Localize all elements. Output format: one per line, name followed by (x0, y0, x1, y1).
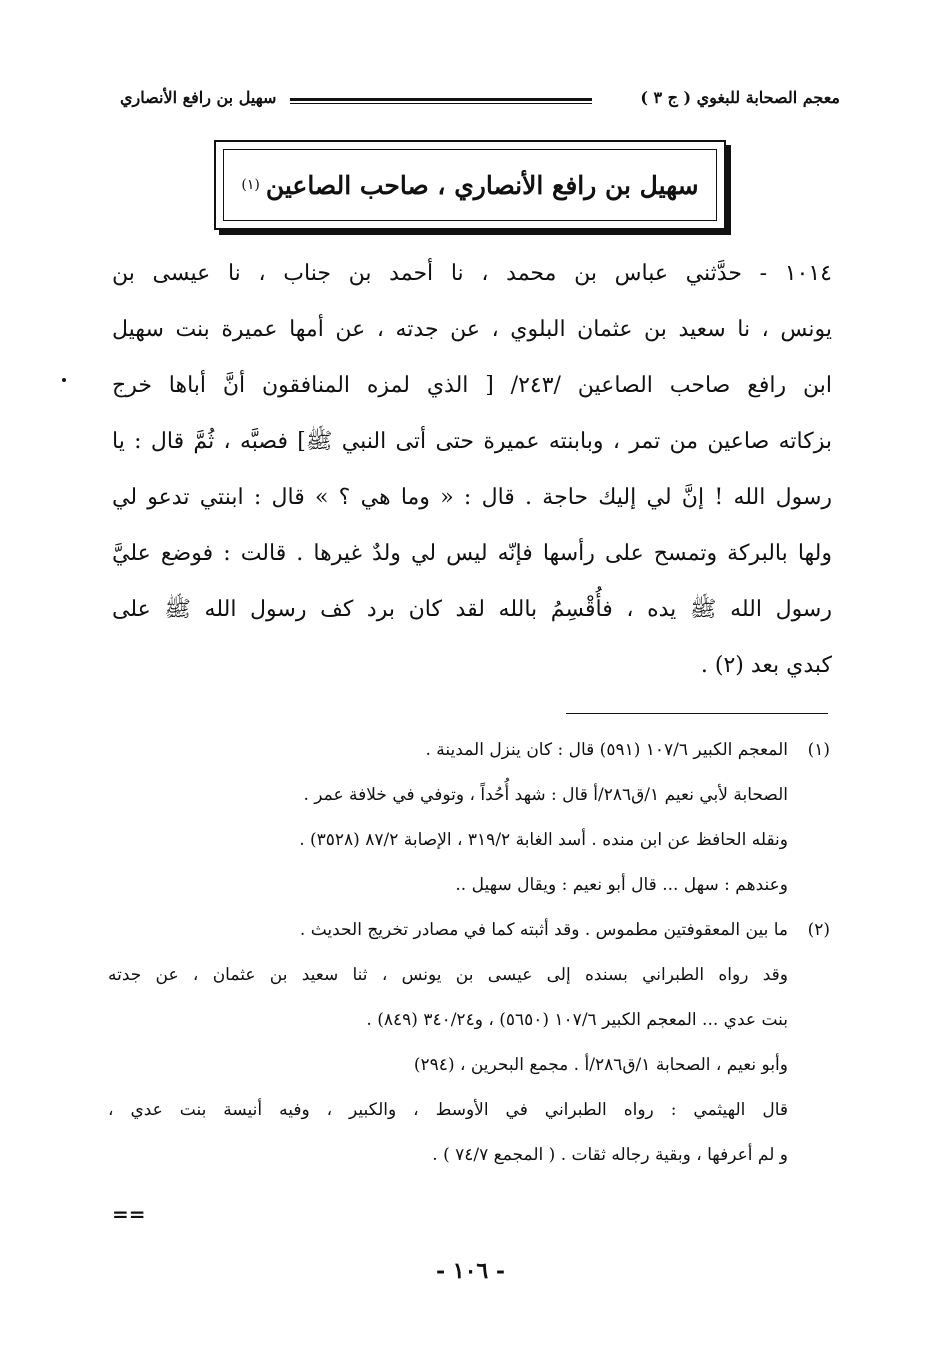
footnote-number: (١) (807, 740, 830, 760)
text-line: كبدي بعد (٢) . (700, 653, 832, 678)
footnote-line: وعندهم : سهل ... قال أبو نعيم : ويقال سهيل .. (455, 875, 788, 895)
title-footnote-ref: (١) (241, 177, 260, 193)
footnote-text: ما بين المعقوفتين مطموس . وقد أثبته كما في مصادر تخريج الحديث . (299, 920, 788, 940)
footnote-number: (٢) (807, 920, 830, 940)
page-number: - ١٠٦ - (435, 1258, 506, 1284)
header-subject: سهيل بن رافع الأنصاري (120, 88, 277, 107)
footnote-line: وقد رواه الطبراني بسنده إلى عيسى بن يونس ، ثنا سعيد بن عثمان ، عن جدته (108, 965, 788, 985)
footnote-line (108, 728, 830, 773)
footnote-line: ونقله الحافظ عن ابن منده . أسد الغابة ٣١٩/٢ ، الإصابة ٨٧/٢ (٣٥٢٨) . (299, 830, 788, 850)
footnote-line: بنت عدي ... المعجم الكبير ١٠٧/٦ (٥٦٥٠) ، و٣٤٠/٢٤ (٨٤٩) . (366, 1010, 788, 1030)
margin-dot (62, 378, 66, 382)
footnote-line: قال الهيثمي : رواه الطبراني في الأوسط ، والكبير ، وفيه أنيسة بنت عدي ، (108, 1100, 788, 1120)
footnotes (108, 728, 830, 1178)
text-line: ولها بالبركة وتمسح على رأسها فإنّه ليس لي ولدٌ غيرها . قالت : فوضع عليَّ (112, 541, 832, 566)
text-line: بزكاته صاعين من تمر ، وبابنته عميرة حتى أتى النبي ﷺ] فصبَّه ، ثُمَّ قال : يا (112, 429, 832, 454)
footnote-separator (566, 713, 828, 714)
text-line: يونس ، نا سعيد بن عثمان البلوي ، عن جدته ، عن أمها عميرة بنت سهيل (112, 317, 832, 342)
footnote-line: وأبو نعيم ، الصحابة ١/ق٢٨٦/أ . مجمع البحرين ، (٢٩٤) (413, 1055, 788, 1075)
text-line: رسول الله ﷺ يده ، فأُقْسِمُ بالله لقد كان برد كف رسول الله ﷺ على (112, 597, 832, 622)
header-rule (290, 98, 592, 104)
text-line: ١٠١٤ - حدَّثني عباس بن محمد ، نا أحمد بن جناب ، نا عيسى بن (112, 261, 832, 286)
hadith-text (112, 246, 832, 694)
section-title: سهيل بن رافع الأنصاري ، صاحب الصاعين (265, 170, 699, 200)
title-inner-frame (223, 149, 717, 221)
header-book-title: معجم الصحابة للبغوي ( ج ٣ ) (640, 88, 840, 107)
end-mark: == (112, 1202, 146, 1226)
footnote-line (108, 908, 830, 953)
running-header (120, 84, 840, 118)
title-frame (214, 140, 726, 230)
text-line: رسول الله ! إنَّ لي إليك حاجة . قال : « وما هي ؟ » قال : ابنتي تدعو لي (112, 485, 832, 510)
footnote-text: المعجم الكبير ١٠٧/٦ (٥٩١) قال : كان ينزل المدينة . (425, 740, 788, 760)
text-line: ابن رافع صاحب الصاعين /٢٤٣/ [ الذي لمزه المنافقون أنَّ أباها خرج (112, 373, 832, 398)
footnote-line: الصحابة لأبي نعيم ١/ق٢٨٦/أ قال : شهد أُحُداً ، وتوفي في خلافة عمر . (303, 785, 788, 805)
footnote-line: و لم أعرفها ، وبقية رجاله ثقات . ( المجمع ٧٤/٧ ) . (432, 1145, 788, 1165)
